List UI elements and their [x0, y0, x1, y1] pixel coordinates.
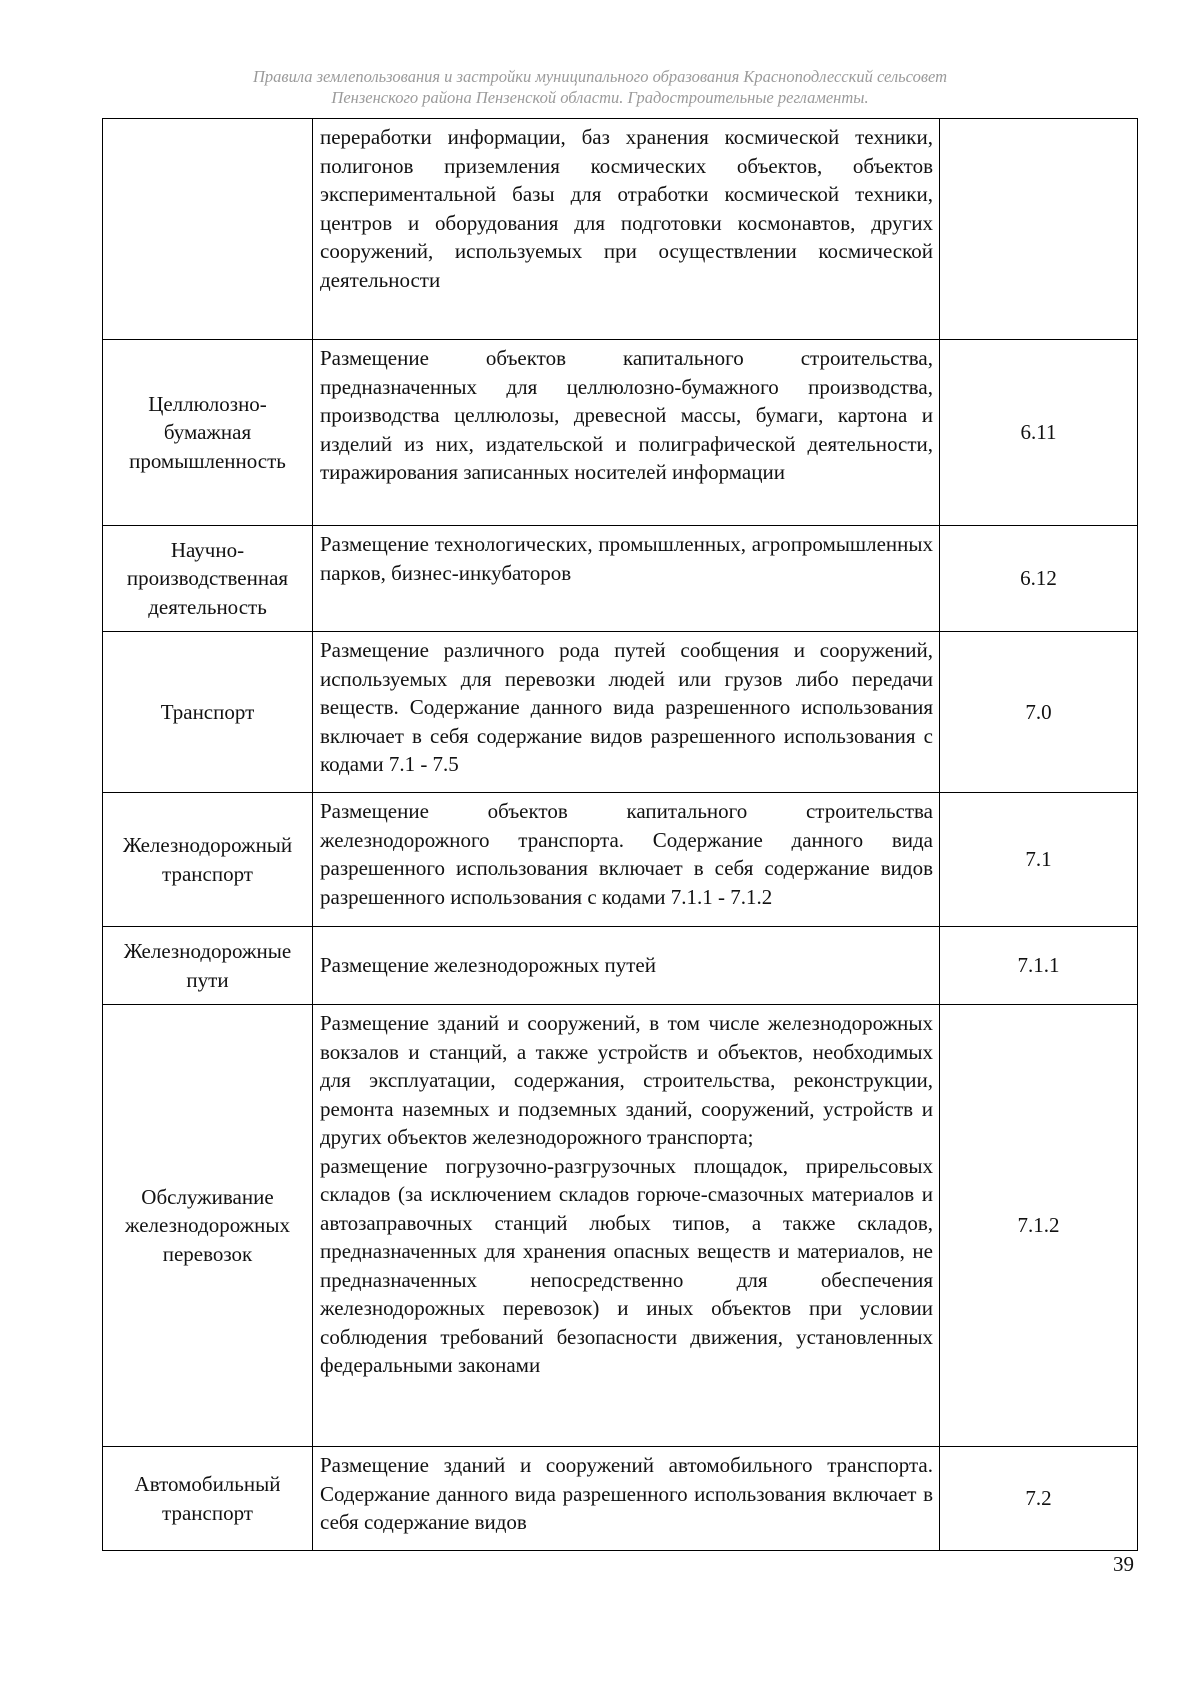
use-type-description: [313, 1447, 940, 1551]
use-type-code: 7.1: [940, 793, 1138, 927]
use-type-name: Целлюлозно-бумажная промышленность: [103, 340, 313, 526]
description-paragraph: Размещение технологических, промышленных, агропромышленных парков, бизнес-инкубаторов: [320, 532, 933, 585]
table-row: [103, 340, 1138, 526]
use-type-code: 7.0: [940, 632, 1138, 793]
use-type-name: Железнодорожный транспорт: [103, 793, 313, 927]
use-type-code: [940, 119, 1138, 340]
use-type-name: Научно-производственная деятельность: [103, 526, 313, 632]
use-type-description: [313, 632, 940, 793]
use-type-description: [313, 526, 940, 632]
table-row: [103, 793, 1138, 927]
use-type-code: 7.1.1: [940, 927, 1138, 1005]
use-type-code: 6.11: [940, 340, 1138, 526]
use-type-code: 7.1.2: [940, 1005, 1138, 1447]
table-row: [103, 927, 1138, 1005]
page-number: 39: [1113, 1552, 1134, 1576]
description-paragraph: Размещение зданий и сооружений автомобильного транспорта. Содержание данного вида разрешенного использования включает в себя содержание видов: [320, 1453, 933, 1534]
use-type-name: Транспорт: [103, 632, 313, 793]
table-row: [103, 632, 1138, 793]
header-line-1: Правила землепользования и застройки муниципального образования Красноподлесский сельсовет: [252, 67, 948, 86]
table-row: [103, 526, 1138, 632]
use-type-description: [313, 1005, 940, 1447]
use-type-description: [313, 793, 940, 927]
description-paragraph: Размещение различного рода путей сообщения и сооружений, используемых для перевозки людей или грузов либо передачи веществ. Содержание данного вида разрешенного использования включает в себя содержание видов разрешенного использования с кодами 7.1 - 7.5: [320, 638, 933, 776]
use-type-name: Железнодорожные пути: [103, 927, 313, 1005]
use-type-description: [313, 340, 940, 526]
use-type-code: 6.12: [940, 526, 1138, 632]
header-line-2: Пензенского района Пензенской области. Градостроительные регламенты.: [331, 88, 869, 107]
use-type-name: Обслуживание железнодорожных перевозок: [103, 1005, 313, 1447]
use-type-description: [313, 119, 940, 340]
land-use-table-wrapper: [102, 118, 1137, 1551]
page-header: [100, 66, 1100, 108]
description-paragraph: Размещение объектов капитального строительства железнодорожного транспорта. Содержание данного вида разрешенного использования включает в себя содержание видов разрешенного использования с кодами 7.1.1 - 7.1.2: [320, 799, 933, 909]
use-type-code: 7.2: [940, 1447, 1138, 1551]
description-paragraph: Размещение зданий и сооружений, в том числе железнодорожных вокзалов и станций, а также устройств и объектов, необходимых для эксплуатации, содержания, строительства, реконструкции, ремонта наземных и подземных зданий, сооружений, устройств и других объектов железнодорожного транспорта;: [320, 1011, 933, 1149]
description-paragraph: Размещение объектов капитального строительства, предназначенных для целлюлозно-бумажного производства, производства целлюлозы, древесной массы, бумаги, картона и изделий из них, издательской и полиграфической деятельности, тиражирования записанных носителей информации: [320, 346, 933, 484]
use-type-name: [103, 119, 313, 340]
description-paragraph: размещение погрузочно-разгрузочных площадок, прирельсовых складов (за исключением складов горюче-смазочных материалов и автозаправочных станций любых типов, а также складов, предназначенных для хранения опасных веществ и материалов, не предназначенных непосредственно для обеспечения железнодорожных перевозок) и иных объектов при условии соблюдения требований безопасности движения, установленных федеральными законами: [320, 1153, 933, 1377]
table-row: [103, 1005, 1138, 1447]
use-type-name: Автомобильный транспорт: [103, 1447, 313, 1551]
table-row: [103, 1447, 1138, 1551]
table-row: [103, 119, 1138, 340]
use-type-description: [313, 927, 940, 1005]
description-paragraph: переработки информации, баз хранения космической техники, полигонов приземления космических объектов, объектов экспериментальной базы для отработки космической техники, центров и оборудования для подготовки космонавтов, других сооружений, используемых при осуществлении космической деятельности: [320, 125, 933, 292]
description-paragraph: Размещение железнодорожных путей: [320, 953, 656, 978]
land-use-table: [102, 118, 1138, 1551]
